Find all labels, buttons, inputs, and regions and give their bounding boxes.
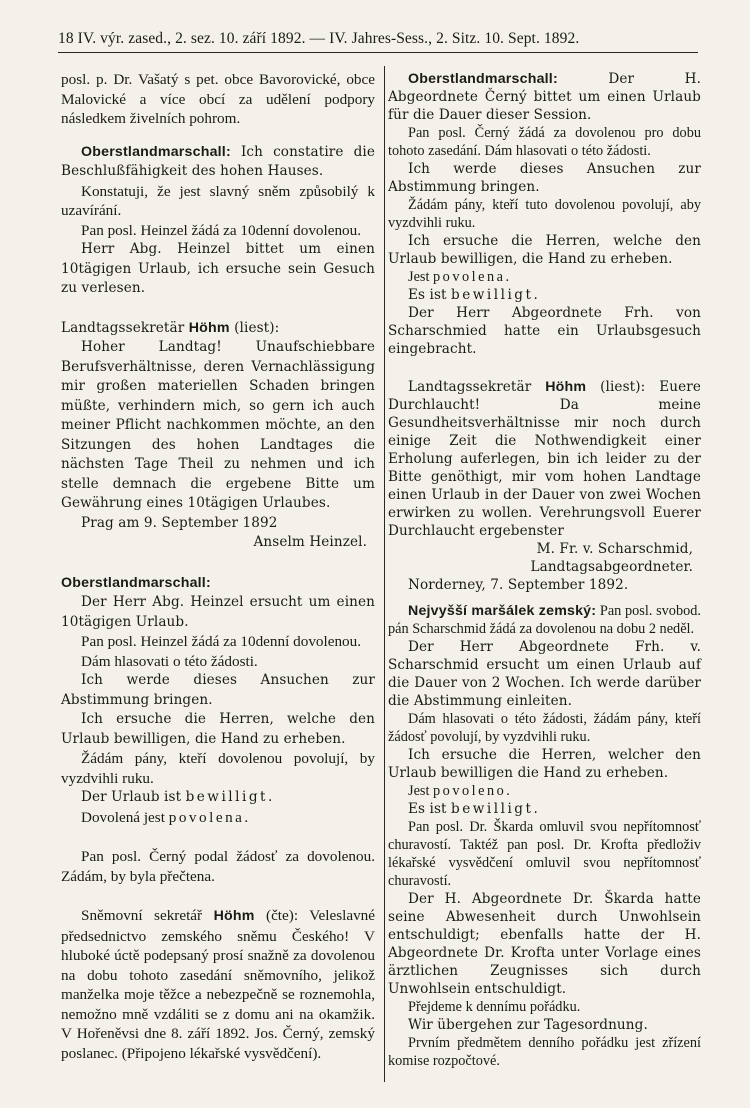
right-paragraph xyxy=(388,890,701,998)
paragraph-text: Pan posl. Černý žádá za dovolenou pro dobu tohoto zasedání. Dám hlasovati o této žádosti. xyxy=(388,125,701,159)
left-paragraph xyxy=(61,632,375,652)
left-paragraph xyxy=(61,182,375,221)
paragraph-text: Přejdeme k dennímu pořádku. xyxy=(408,999,581,1015)
text-run: Jest xyxy=(408,269,434,285)
spaced-word: bewilligt xyxy=(185,789,268,805)
paragraph-text: Dám hlasovati o této žádosti, žádám pány, kteří žádosť povolují, by vyzdvihli ruku. xyxy=(388,711,701,745)
spaced-word: bewilligt xyxy=(451,801,534,817)
right-paragraph xyxy=(388,602,701,638)
speaker-name: Nejvyšší maršálek zemský: xyxy=(408,603,597,619)
right-paragraph xyxy=(388,558,701,576)
header-rule xyxy=(58,52,698,53)
right-paragraph xyxy=(388,160,701,196)
paragraph-text: Ich werde dieses Ansuchen zur Abstimmung bringen. xyxy=(388,161,701,195)
text-run: Landtagssekretär xyxy=(61,319,189,336)
right-paragraph xyxy=(388,710,701,746)
text-run: . xyxy=(244,808,249,826)
text-run: Es ist xyxy=(408,287,452,303)
text-run: Der Urlaub ist xyxy=(81,789,186,805)
spacer xyxy=(388,358,701,378)
spacer xyxy=(61,129,375,143)
paragraph-text: Žádám pány, kteří tuto dovolenou povolují, aby vyzdvihli ruku. xyxy=(388,197,701,231)
spacer xyxy=(61,553,375,573)
paragraph-text: Pan posl. Dr. Škarda omluvil svou nepřítomnosť churavostí. Taktéž pan posl. Dr. Krofta předloživ lékařské vysvědčení omluvil svou nepřítomnosť churavostí. xyxy=(388,819,701,889)
text-run: Jest xyxy=(408,783,434,799)
right-paragraph xyxy=(388,1016,701,1034)
speaker-name: Höhm xyxy=(213,908,255,924)
left-paragraph xyxy=(61,652,375,672)
right-paragraph xyxy=(388,232,701,268)
spaced-word: bewilligt xyxy=(451,287,534,303)
spaced-word: povoleno xyxy=(433,783,507,799)
paragraph-text: Der H. Abgeordnete Dr. Škarda hatte seine Abwesenheit durch Unwohlsein entschuldigt; ebenfalls hatte der H. Abgeordnete Dr. Krofta unter Vorlage eines ärztlichen Zeugnisses sich durch Unwohlsein entschuldigt. xyxy=(388,891,701,997)
paragraph-text: posl. p. Dr. Vašatý s pet. obce Bavorovické, obce Malovické a více obcí za udělení podpory následkem živelních pohrom. xyxy=(61,71,375,127)
paragraph-text: Hoher Landtag! Unaufschiebbare Berufsverhältnisse, deren Vernachlässigung mir großen materiellen Schaden bringen müßte, verhindern mich, so gern ich auch meiner Pflicht nachkommen möchte, an den Sitzungen des hohen Landtages die nächsten Tage Theil zu nehmen und ich stelle demnach die ergebene Bitte um Gewährung eines 10tägigen Urlaubes. xyxy=(61,339,375,511)
left-paragraph xyxy=(61,749,375,788)
spacer xyxy=(61,827,375,847)
paragraph-text: Konstatuji, že jest slavný sněm způsobilý k uzavírání. xyxy=(61,182,375,219)
column-divider xyxy=(384,66,385,1082)
speaker-name: Höhm xyxy=(188,319,230,336)
left-paragraph xyxy=(61,593,375,632)
text-run: . xyxy=(505,269,510,285)
paragraph-text: Der Herr Abgeordnete Frh. v. Scharschmid ersucht um einen Urlaub auf die Dauer von 2 Wochen. Ich werde darüber die Abstimmung einleiten. xyxy=(388,639,701,709)
paragraph-text: Pan posl. svobod. pán Scharschmid žádá za dovolenou na dobu 2 neděl. xyxy=(388,603,701,637)
paragraph-text: Landtagsabgeordneter. xyxy=(530,559,693,575)
spaced-word: povolena xyxy=(168,808,245,826)
paragraph-text: Žádám pány, kteří dovolenou povolují, by vyzdvihli ruku. xyxy=(61,750,375,787)
paragraph-text: (liest): Euere Durchlaucht! Da meine Gesundheitsverhältnisse mir noch durch einige Zeit die Nothwendigkeit einer Erholung auferlegen, bin ich leider zu der Bitte genöthigt, mir vom hohen Landtage einen Urlaub in der Dauer von zwei Wochen erwirken zu wollen. Verehrungsvoll Euerer Durchlaucht ergebenster xyxy=(388,379,701,539)
text-run: Es ist xyxy=(408,801,452,817)
paragraph-text: Prvním předmětem denního pořádku jest zřízení komise rozpočtové. xyxy=(388,1035,701,1069)
paragraph-text: Dám hlasovati o této žádosti. xyxy=(81,652,258,670)
paragraph-text: Pan posl. Heinzel žádá za 10denní dovolenou. xyxy=(81,221,362,239)
spacer xyxy=(388,594,701,602)
paragraph-text: Der H. Abgeordnete Černý bittet um einen Urlaub für die Dauer dieser Session. xyxy=(388,71,701,123)
paragraph-text: Ich ersuche die Herren, welche den Urlaub bewilligen, die Hand zu erheben. xyxy=(388,233,701,267)
right-paragraph xyxy=(388,70,701,124)
right-paragraph xyxy=(388,1034,701,1070)
speaker-name: Oberstlandmarschall: xyxy=(81,143,231,160)
left-paragraph xyxy=(61,573,375,594)
paragraph-text: Ich ersuche die Herren, welcher den Urlaub bewilligen die Hand zu erheben. xyxy=(388,747,701,781)
right-paragraph xyxy=(388,998,701,1016)
right-paragraph xyxy=(388,304,701,358)
speaker-name: Höhm xyxy=(545,379,587,395)
paragraph-text: (čte): Veleslavné předsednictvo zemského sněmu Českého! V hluboké úctě podepsaný prosí snažně za dovolenou na dobu tohoto zasedání sněmovního, jelikož manželka moje těžce a nebezpečně se roznemohla, nemožno mně vzdáliti se z domu ani na okamžik. V Hořeněvsi dne 8. září 1892. Jos. Černý, zemský poslanec. (Připojeno lékařské vysvědčení). xyxy=(61,907,375,1062)
paragraph-text: Der Herr Abgeordnete Frh. von Scharschmied hatte ein Urlaubsgesuch eingebracht. xyxy=(388,305,701,357)
paragraph-text: Anselm Heinzel. xyxy=(253,534,367,550)
left-paragraph xyxy=(61,788,375,808)
spacer xyxy=(61,886,375,906)
left-column xyxy=(61,70,375,1063)
paragraph-text: Herr Abg. Heinzel bittet um einen 10tägigen Urlaub, ich ersuche sein Gesuch zu verlesen. xyxy=(61,241,375,296)
paragraph-text: Wir übergehen zur Tagesordnung. xyxy=(408,1017,648,1033)
paragraph-text: M. Fr. v. Scharschmid, xyxy=(536,541,693,557)
spacer xyxy=(61,299,375,319)
right-paragraph xyxy=(388,124,701,160)
left-paragraph xyxy=(61,906,375,1063)
left-paragraph xyxy=(61,240,375,299)
page-header: 18 IV. výr. zased., 2. sez. 10. září 1892. — IV. Jahres-Sess., 2. Sitz. 10. Sept. 1892. xyxy=(58,30,580,47)
right-paragraph xyxy=(388,378,701,540)
right-paragraph xyxy=(388,268,701,286)
text-run: . xyxy=(533,801,538,817)
text-run: Sněmovní sekretář xyxy=(81,907,214,924)
left-paragraph xyxy=(61,847,375,886)
right-paragraph xyxy=(388,746,701,782)
left-paragraph xyxy=(61,671,375,710)
right-paragraph xyxy=(388,818,701,890)
paragraph-text: (liest): xyxy=(229,319,280,336)
right-column xyxy=(388,70,701,1070)
speaker-name: Oberstlandmarschall: xyxy=(61,574,211,591)
paragraph-text: Prag am 9. September 1892 xyxy=(81,514,278,531)
right-paragraph xyxy=(388,782,701,800)
left-paragraph xyxy=(61,710,375,749)
text-run: . xyxy=(533,287,538,303)
text-run: . xyxy=(268,789,273,805)
text-run: Landtagssekretär xyxy=(408,379,546,395)
paragraph-text: Ich ersuche die Herren, welche den Urlaub bewilligen, die Hand zu erheben. xyxy=(61,711,375,747)
left-paragraph xyxy=(61,70,375,129)
speaker-name: Oberstlandmarschall: xyxy=(408,71,558,87)
left-paragraph xyxy=(61,319,375,339)
left-paragraph xyxy=(61,808,375,828)
paragraph-text: Pan posl. Heinzel žádá za 10denní dovolenou. xyxy=(81,633,362,650)
left-paragraph xyxy=(61,143,375,182)
right-paragraph xyxy=(388,286,701,304)
text-run: Dovolená jest xyxy=(81,808,169,826)
spaced-word: povolena xyxy=(433,269,506,285)
right-paragraph xyxy=(388,576,701,594)
right-paragraph xyxy=(388,800,701,818)
left-paragraph xyxy=(61,338,375,514)
paragraph-text: Ich constatire die Beschlußfähigkeit des hohen Hauses. xyxy=(61,143,375,179)
text-run: . xyxy=(506,783,510,799)
paragraph-text: Norderney, 7. September 1892. xyxy=(408,577,629,593)
paragraph-text: Der Herr Abg. Heinzel ersucht um einen 10tägigen Urlaub. xyxy=(61,594,375,630)
paragraph-text: Ich werde dieses Ansuchen zur Abstimmung bringen. xyxy=(61,672,375,708)
paragraph-text: Pan posl. Černý podal žádosť za dovolenou. Zádám, by byla přečtena. xyxy=(61,848,375,885)
right-paragraph xyxy=(388,196,701,232)
left-paragraph xyxy=(61,514,375,534)
right-paragraph xyxy=(388,638,701,710)
left-paragraph xyxy=(61,221,375,241)
left-paragraph xyxy=(61,533,375,553)
right-paragraph xyxy=(388,540,701,558)
